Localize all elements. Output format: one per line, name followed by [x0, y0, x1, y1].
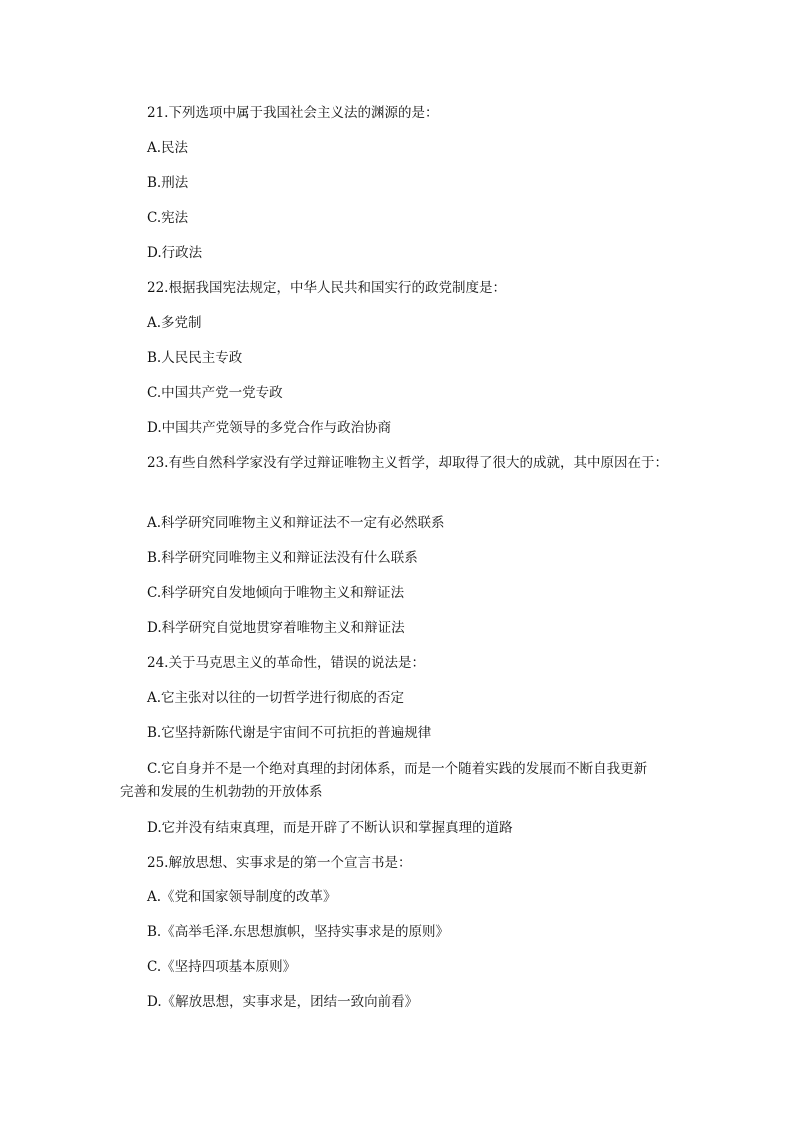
question-24-option-c-continued: 完善和发展的生机勃勃的开放体系 [120, 784, 323, 800]
question-24-option-a: A.它主张对以往的一切哲学进行彻底的否定 [147, 690, 405, 706]
question-22-option-b: B.人民民主专政 [147, 350, 243, 366]
question-25-option-c: C.《坚持四项基本原则》 [147, 959, 297, 975]
question-21-option-a: A.民法 [147, 140, 189, 156]
question-23-option-b: B.科学研究同唯物主义和辩证法没有什么联系 [147, 550, 418, 566]
question-25-option-d: D.《解放思想，实事求是，团结一致向前看》 [147, 994, 419, 1010]
question-21-option-d: D.行政法 [147, 245, 203, 261]
question-21-stem: 21.下列选项中属于我国社会主义法的渊源的是： [147, 105, 439, 121]
question-25-option-a: A.《党和国家领导制度的改革》 [147, 889, 337, 905]
question-25-stem: 25.解放思想、实事求是的第一个宣言书是： [147, 855, 412, 871]
question-25-option-b: B.《高举毛泽.东思想旗帜，坚持实事求是的原则》 [147, 924, 450, 940]
question-21-option-c: C.宪法 [147, 210, 189, 226]
question-23-stem: 23.有些自然科学家没有学过辩证唯物主义哲学，却取得了很大的成就，其中原因在于： [147, 455, 668, 471]
question-24-stem: 24.关于马克思主义的革命性，错误的说法是： [147, 655, 425, 671]
question-22-option-a: A.多党制 [147, 315, 202, 331]
question-21-option-b: B.刑法 [147, 175, 189, 191]
question-24-option-b: B.它坚持新陈代谢是宇宙间不可抗拒的普遍规律 [147, 725, 432, 741]
question-22-option-c: C.中国共产党一党专政 [147, 385, 283, 401]
question-23-option-a: A.科学研究同唯物主义和辩证法不一定有必然联系 [147, 515, 445, 531]
question-23-option-c: C.科学研究自发地倾向于唯物主义和辩证法 [147, 585, 405, 601]
question-24-option-d: D.它并没有结束真理，而是开辟了不断认识和掌握真理的道路 [147, 820, 513, 836]
question-24-option-c: C.它自身并不是一个绝对真理的封闭体系，而是一个随着实践的发展而不断自我更新 [147, 761, 648, 777]
question-22-stem: 22.根据我国宪法规定，中华人民共和国实行的政党制度是： [147, 280, 506, 296]
question-22-option-d: D.中国共产党领导的多党合作与政治协商 [147, 420, 392, 436]
question-23-option-d: D.科学研究自觉地贯穿着唯物主义和辩证法 [147, 620, 405, 636]
